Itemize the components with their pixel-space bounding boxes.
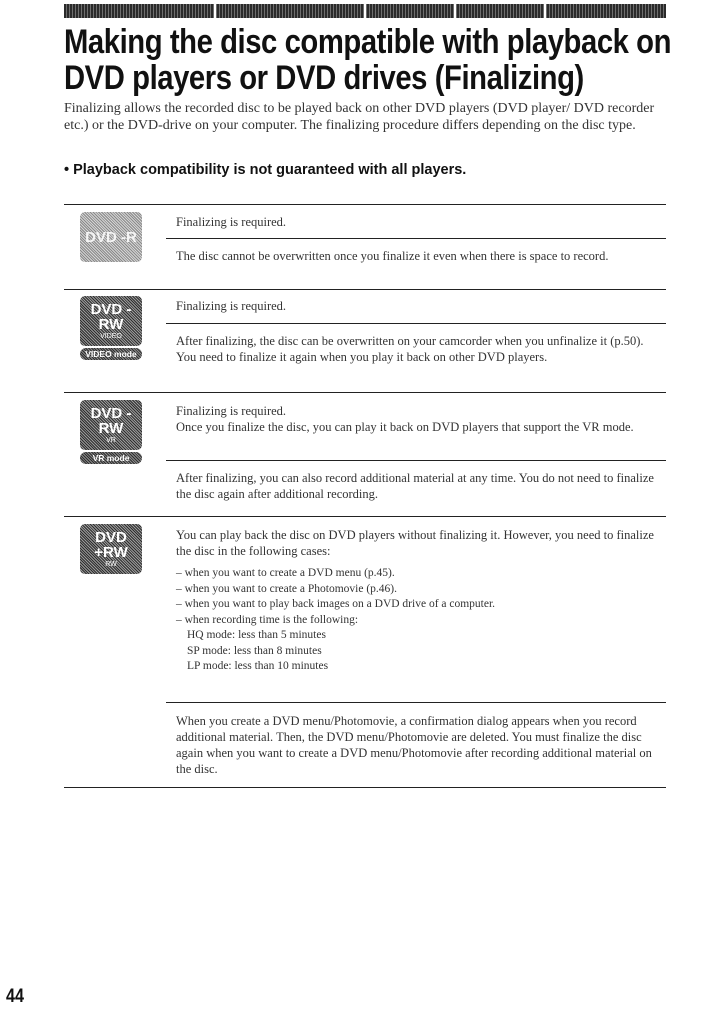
list-item: – when recording time is the following: <box>176 613 359 626</box>
page-number: 44 <box>6 986 24 1007</box>
dvd-plus-rw-icon-label: DVD +RW <box>94 528 128 561</box>
list-item: LP mode: less than 10 minutes <box>187 660 329 672</box>
section-divider <box>166 460 666 461</box>
dvd-rw-vr-detail-top: Once you finalize the disc, you can play it back on DVD players that support the VR mode. <box>176 420 634 434</box>
section-divider <box>64 516 666 517</box>
dvd-plus-rw-icon <box>80 524 142 574</box>
list-item: – when you want to create a DVD menu (p.45). <box>176 567 395 579</box>
dvd-rw-vr-icon-label: DVD -RW <box>90 404 132 437</box>
section-divider <box>166 702 666 703</box>
list-item: HQ mode: less than 5 minutes <box>187 629 326 641</box>
list-item: – when you want to create a Photomovie (p.46). <box>176 582 397 595</box>
header-bar <box>64 4 666 18</box>
vr-mode-badge: VR mode <box>80 452 142 464</box>
dvd-rw-icon <box>80 296 142 346</box>
dvd-rw-video-detail: After finalizing, the disc can be overwritten on your camcorder when you unfinalize it (p.50). You need to finalize it again when you play it back on other DVD players. <box>176 334 644 364</box>
compatibility-note: • Playback compatibility is not guaranteed with all players. <box>64 162 467 178</box>
dvd-rw-vr-detail: After finalizing, you can also record additional material at any time. You do not need to finalize the disc again after additional recording. <box>176 471 654 501</box>
section-divider <box>166 238 666 239</box>
dvd-plus-rw-intro: You can play back the disc on DVD players without finalizing it. However, you need to finalize the disc in the following cases: <box>176 528 654 558</box>
section-divider <box>64 392 666 393</box>
dvd-r-required: Finalizing is required. <box>176 215 287 229</box>
dvd-r-detail: The disc cannot be overwritten once you finalize it even when there is space to record. <box>176 249 609 263</box>
list-item: – when you want to play back images on a DVD drive of a computer. <box>176 598 496 610</box>
list-item: SP mode: less than 8 minutes <box>187 644 322 657</box>
dvd-rw-icon-label: DVD -RW <box>90 300 132 333</box>
dvd-r-icon <box>80 212 142 262</box>
table-top-rule <box>64 204 666 205</box>
dvd-rw-vr-format-label: VR <box>106 436 116 444</box>
dvd-plus-rw-format-label: RW <box>105 560 117 568</box>
video-mode-badge: VIDEO mode <box>80 348 142 360</box>
dvd-rw-format-label: VIDEO <box>100 332 122 340</box>
finalize-cases-list <box>176 566 656 675</box>
table-bottom-rule <box>64 787 666 788</box>
dvd-rw-video-required: Finalizing is required. <box>176 299 287 313</box>
dvd-rw-vr-required: Finalizing is required. <box>176 404 287 418</box>
dvd-r-icon-label: DVD -R <box>85 228 137 246</box>
section-divider <box>166 323 666 324</box>
dvd-rw-vr-icon <box>80 400 142 450</box>
intro-text: Finalizing allows the recorded disc to be played back on other DVD players (DVD player/ DVD recorder etc.) or the DVD-drive on your computer. The finalizing procedure differs depending on the disc type. <box>64 101 655 133</box>
page-title: Making the disc compatible with playback on DVD players or DVD drives (Finalizing) <box>64 23 672 97</box>
dvd-plus-rw-detail: When you create a DVD menu/Photomovie, a confirmation dialog appears when you record additional material. Then, the DVD menu/Photomovie are deleted. You must finalize the disc again when you want to create a DVD menu/Photomovie after recording additional material on the disc. <box>176 714 652 776</box>
section-divider <box>64 289 666 290</box>
